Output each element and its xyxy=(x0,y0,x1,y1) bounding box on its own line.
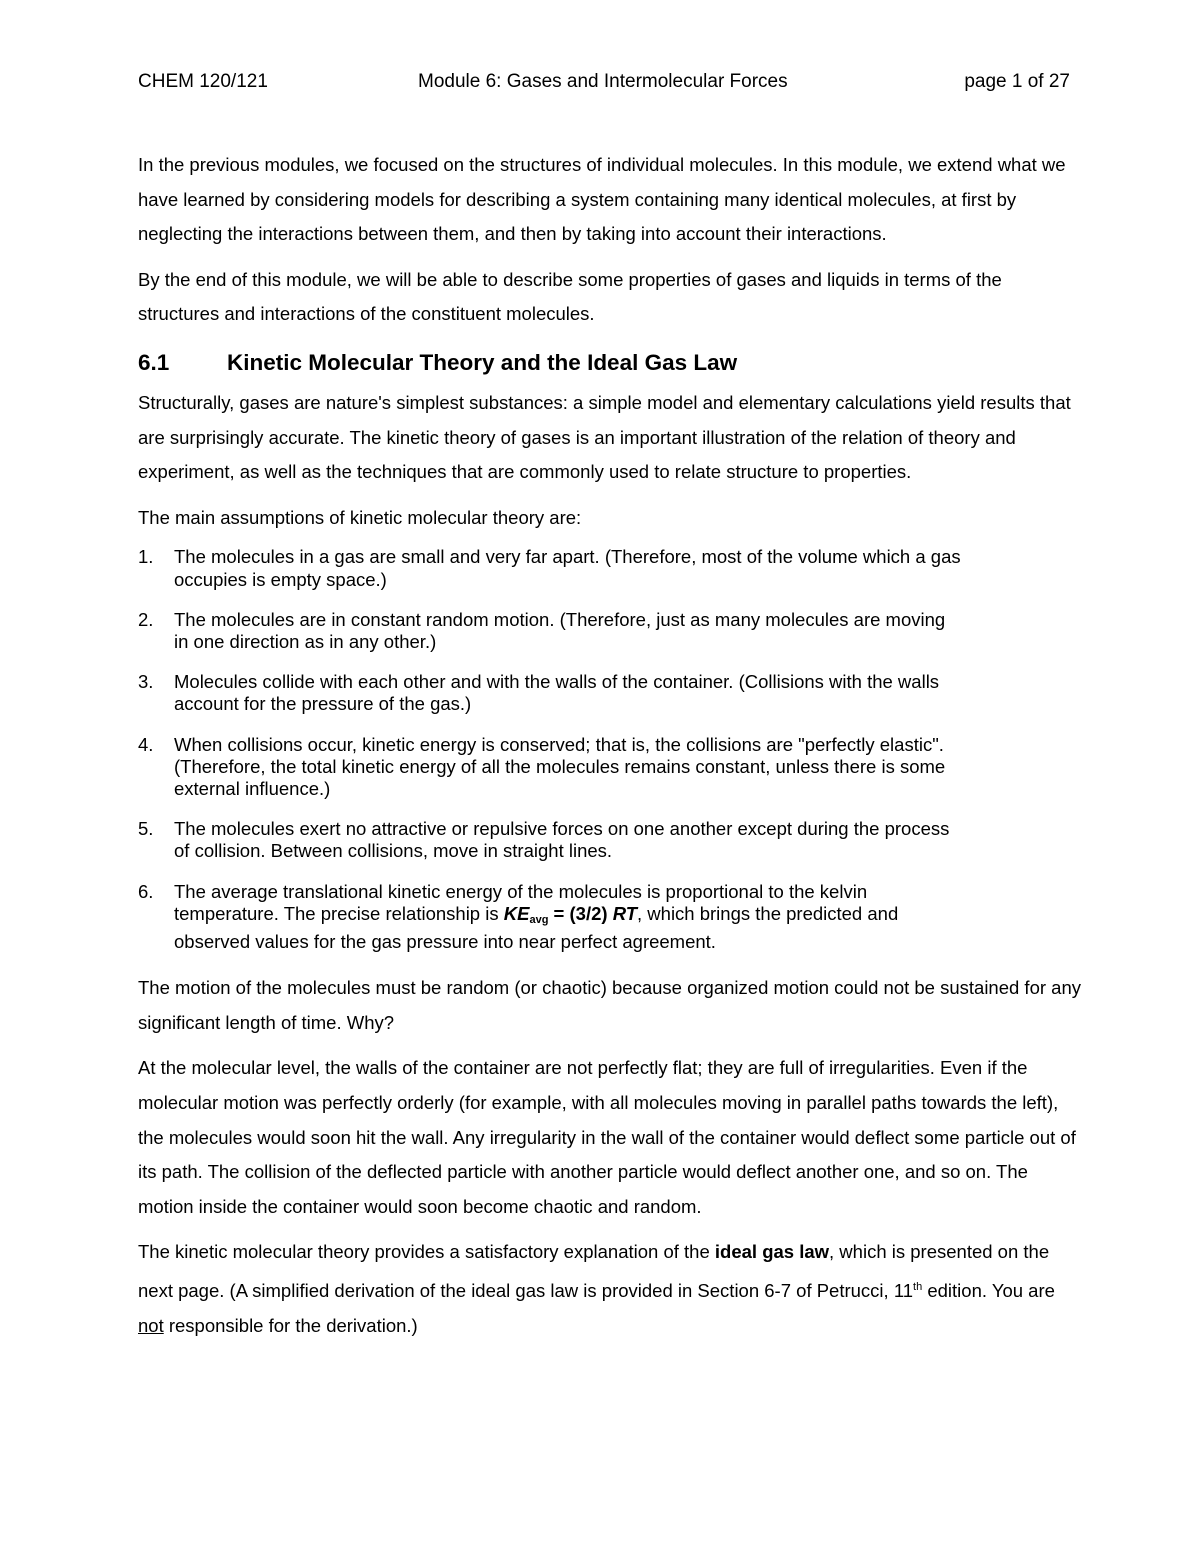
list-item-text: Molecules collide with each other and with the walls of the container. (Collisions with the walls account for the pressure of the gas.) xyxy=(174,671,940,715)
ideal-gas-law-term: ideal gas law xyxy=(714,1241,830,1263)
section-title: Kinetic Molecular Theory and the Ideal Gas Law xyxy=(227,349,738,375)
list-item-text-part: , which brings the predicted and observed values for the gas pressure into near perfect agreement. xyxy=(174,902,899,952)
intro-paragraph-2: By the end of this module, we will be able to describe some properties of gases and liquids in terms of the structures and interactions of the constituent molecules. xyxy=(138,268,1002,325)
section-paragraph-1: Structurally, gases are nature's simplest substances: a simple model and elementary calculations yield results that are surprisingly accurate. The kinetic theory of gases is an important illustration of the relation of theory and experiment, as well as the techniques that are commonly used to relate structure to properties. xyxy=(138,391,1071,483)
equation-rt: RT xyxy=(612,902,638,924)
list-item-text: The molecules exert no attractive or repulsive forces on one another except during the process of collision. Between collisions, move in straight lines. xyxy=(174,818,950,862)
list-item-text: When collisions occur, kinetic energy is conserved; that is, the collisions are "perfectly elastic". (Therefore, the total kinetic energy of all the molecules remains constant, unless there is some external influence.) xyxy=(174,733,946,799)
list-item-text: The molecules are in constant random motion. (Therefore, just as many molecules are moving in one direction as in any other.) xyxy=(174,608,946,652)
section-number: 6.1 xyxy=(138,349,170,375)
emphasis-not: not xyxy=(138,1314,164,1336)
list-item xyxy=(138,818,1083,862)
section-heading xyxy=(138,348,1083,378)
page-number: page 1 of 27 xyxy=(964,71,1070,92)
list-item-text xyxy=(174,881,964,954)
list-item xyxy=(138,609,1083,653)
page-header xyxy=(138,71,1070,97)
assumptions-intro: The main assumptions of kinetic molecular theory are: xyxy=(138,506,582,528)
motion-paragraph: The motion of the molecules must be random (or chaotic) because organized motion could not be sustained for any significant length of time. Why? xyxy=(138,977,1081,1033)
list-item-number: 4. xyxy=(138,733,154,755)
intro-paragraph-1: In the previous modules, we focused on the structures of individual molecules. In this module, we extend what we have learned by considering models for describing a system containing many identical molecules, at first by neglecting the interactions between them, and then by taking into account their interactions. xyxy=(138,154,1066,245)
list-item-number: 3. xyxy=(138,671,154,693)
equation-middle: = (3/2) xyxy=(548,902,613,924)
list-item xyxy=(138,734,1083,801)
walls-paragraph: At the molecular level, the walls of the container are not perfectly flat; they are full of irregularities. Even if the molecular motion was perfectly orderly (for example, with all molecules moving in parallel paths towards the left), the molecules would soon hit the wall. Any irregularity in the wall of the container would deflect some particle out of its path. The collision of the deflected particle with another particle would deflect another one, and so on. The motion inside the container would soon become chaotic and random. xyxy=(138,1057,1076,1217)
text-part: , which is presented on the next page. (A simplified derivation of the ideal gas law is provided in Section 6-7 of Petrucci, 11 xyxy=(138,1241,1050,1301)
list-item-number: 2. xyxy=(138,608,154,630)
list-item xyxy=(138,671,1083,715)
list-item-number: 5. xyxy=(138,818,154,840)
list-item-number: 6. xyxy=(138,880,154,902)
list-item xyxy=(138,881,1083,954)
list-item-number: 1. xyxy=(138,546,154,568)
page-content xyxy=(138,148,1083,1354)
text-part: responsible for the derivation.) xyxy=(163,1314,418,1336)
list-item xyxy=(138,546,1083,590)
list-item-text: The molecules in a gas are small and very far apart. (Therefore, most of the volume which a gas occupies is empty space.) xyxy=(174,546,961,590)
ideal-gas-paragraph xyxy=(138,1235,1083,1343)
equation-subscript: avg xyxy=(529,913,549,926)
text-part: The kinetic molecular theory provides a satisfactory explanation of the xyxy=(138,1241,715,1263)
equation-ke: KE xyxy=(503,902,530,924)
assumptions-list xyxy=(138,546,1083,953)
ordinal-superscript: th xyxy=(913,1280,923,1293)
list-item-text-part: The average translational kinetic energy of the molecules is proportional to the kelvin temperature. The precise relationship is xyxy=(174,880,868,924)
text-part: edition. You are xyxy=(922,1279,1055,1301)
module-title: Module 6: Gases and Intermolecular Forces xyxy=(418,71,788,92)
course-code: CHEM 120/121 xyxy=(138,71,268,92)
